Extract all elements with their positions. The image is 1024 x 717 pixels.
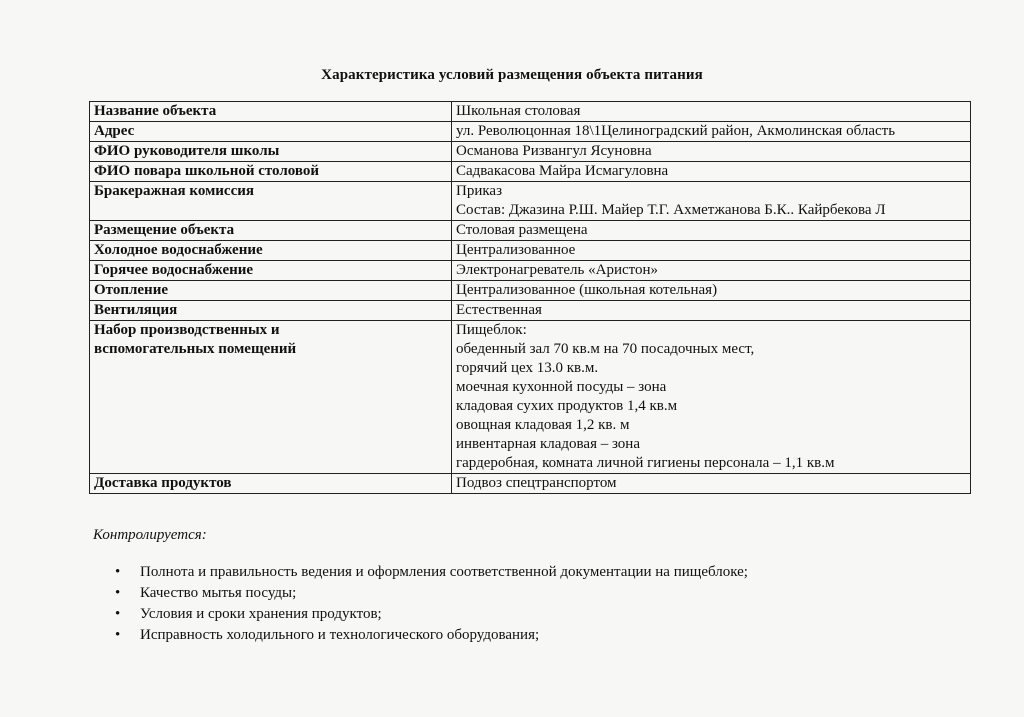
list-item	[115, 604, 1000, 625]
table-row	[90, 281, 971, 301]
controls-heading: Контролируется:	[93, 527, 207, 543]
table-row	[90, 474, 971, 494]
table-row	[90, 182, 971, 221]
label-line: вспомогательных помещений	[94, 341, 297, 357]
row-value: Централизованное	[452, 241, 971, 261]
row-label: Отопление	[90, 281, 452, 301]
row-label: Холодное водоснабжение	[90, 241, 452, 261]
list-item-text: Качество мытья посуды;	[140, 585, 297, 601]
list-item-text: Условия и сроки хранения продуктов;	[140, 606, 382, 622]
row-label: Название объекта	[90, 102, 452, 122]
row-label: Адрес	[90, 122, 452, 142]
row-value	[452, 321, 971, 474]
row-value: Подвоз спецтранспортом	[452, 474, 971, 494]
table-row	[90, 261, 971, 281]
table-row	[90, 301, 971, 321]
value-line: Пищеблок:	[456, 322, 527, 338]
value-line: кладовая сухих продуктов 1,4 кв.м	[456, 398, 678, 414]
page-title: Характеристика условий размещения объекта питания	[321, 67, 703, 83]
row-label: Горячее водоснабжение	[90, 261, 452, 281]
label-line: Набор производственных и	[94, 322, 280, 338]
row-value: Османова Ризвангул Ясуновна	[452, 142, 971, 162]
value-line: горячий цех 13.0 кв.м.	[456, 360, 599, 376]
controls-list	[100, 562, 1000, 646]
value-line: Приказ	[456, 183, 503, 199]
list-item-text: Полнота и правильность ведения и оформления соответственной документации на пищеблоке;	[140, 564, 748, 580]
value-line: гардеробная, комната личной гигиены персонала – 1,1 кв.м	[456, 455, 835, 471]
table-row	[90, 102, 971, 122]
row-value: Централизованное (школьная котельная)	[452, 281, 971, 301]
value-line: овощная кладовая 1,2 кв. м	[456, 417, 630, 433]
row-label: Бракеражная комиссия	[90, 182, 452, 221]
value-line: обеденный зал 70 кв.м на 70 посадочных мест,	[456, 341, 755, 357]
value-line: инвентарная кладовая – зона	[456, 436, 640, 452]
row-value: Электронагреватель «Аристон»	[452, 261, 971, 281]
row-value: Столовая размещена	[452, 221, 971, 241]
table-row	[90, 221, 971, 241]
row-value: ул. Революцонная 18\1Целиноградский район, Акмолинская область	[452, 122, 971, 142]
list-item	[115, 625, 1000, 646]
row-label	[90, 321, 452, 474]
row-label: ФИО руководителя школы	[90, 142, 452, 162]
row-value: Садвакасова Майра Исмагуловна	[452, 162, 971, 182]
row-value: Школьная столовая	[452, 102, 971, 122]
row-value	[452, 182, 971, 221]
bullet-icon: •	[115, 606, 121, 622]
list-item	[115, 583, 1000, 604]
table-row	[90, 321, 971, 474]
table-row	[90, 162, 971, 182]
row-label: Вентиляция	[90, 301, 452, 321]
list-item	[115, 562, 1000, 583]
bullet-icon: •	[115, 564, 121, 580]
list-item-text: Исправность холодильного и технологического оборудования;	[140, 627, 540, 643]
row-value: Естественная	[452, 301, 971, 321]
row-label: ФИО повара школьной столовой	[90, 162, 452, 182]
value-line: Состав: Джазина Р.Ш. Майер Т.Г. Ахметжанова Б.К.. Кайрбекова Л	[456, 202, 886, 218]
facility-info-table	[89, 101, 971, 494]
row-label: Доставка продуктов	[90, 474, 452, 494]
bullet-icon: •	[115, 627, 121, 643]
table-row	[90, 241, 971, 261]
table-row	[90, 142, 971, 162]
row-label: Размещение объекта	[90, 221, 452, 241]
value-line: моечная кухонной посуды – зона	[456, 379, 667, 395]
bullet-icon: •	[115, 585, 121, 601]
table-row	[90, 122, 971, 142]
